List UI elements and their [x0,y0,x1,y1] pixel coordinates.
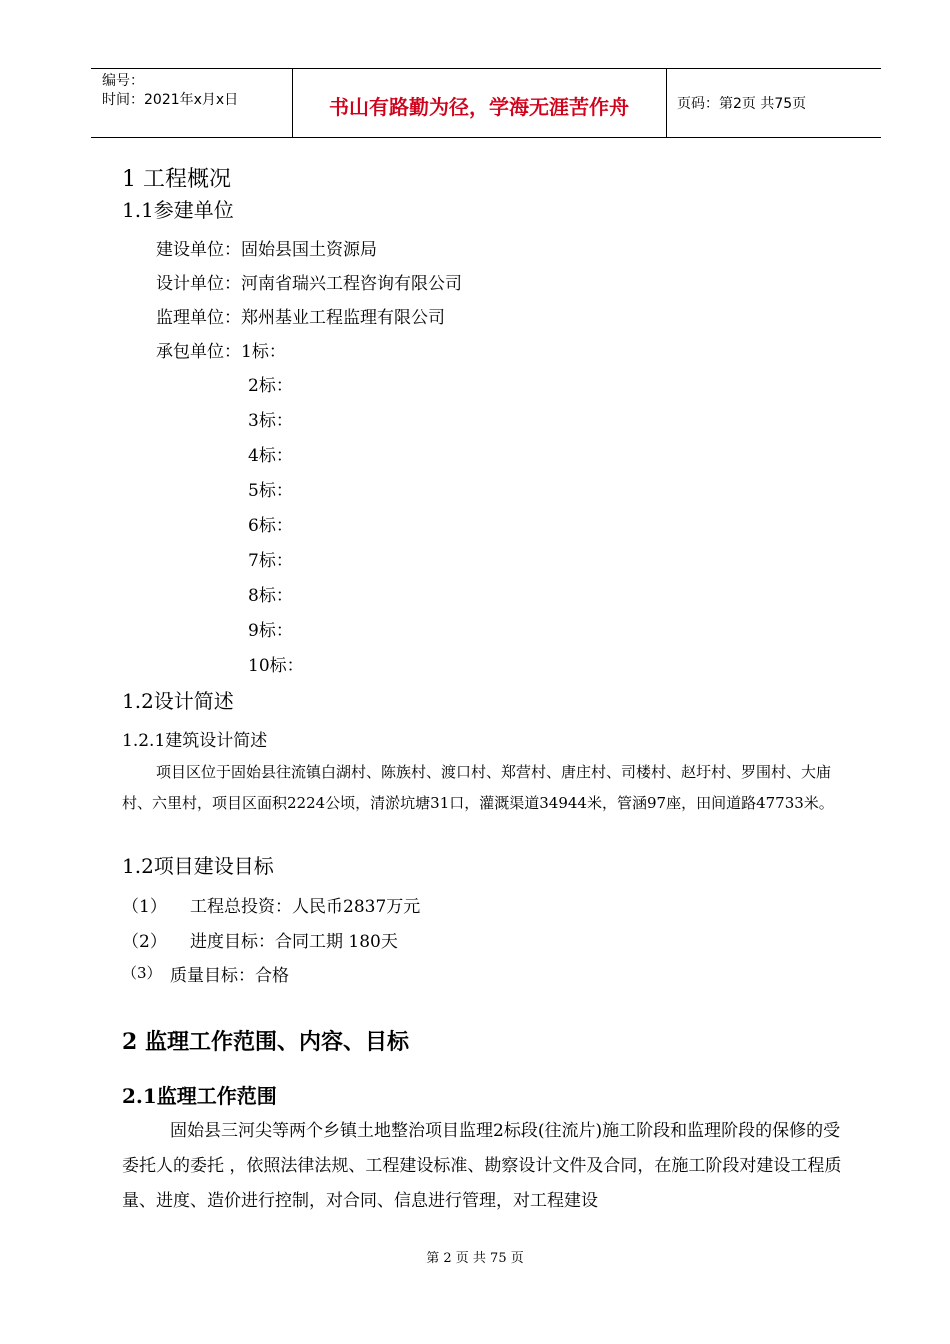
construction-unit: 建设单位：固始县国土资源局 [156,240,377,260]
bid-item: 5标： [248,481,293,501]
bid-item: 4标： [248,446,293,466]
header-motto-cell [292,69,667,137]
bid-item: 10标： [248,656,304,676]
header-page-number: 页码：第2页 共75页 [677,96,807,112]
section-2-1-title: 2.1监理工作范围 [122,1084,277,1108]
project-goals-title: 1.2项目建设目标 [122,854,274,878]
bid-item: 9标： [248,621,293,641]
document-time-label: 时间：2021年x月x日 [102,92,239,108]
goal-text: 工程总投资：人民币2837万元 [190,897,421,917]
bid-item: 8标： [248,586,293,606]
goal-number: （2） [122,932,167,952]
section-1-2-1-title: 1.2.1建筑设计简述 [122,731,268,751]
design-unit: 设计单位：河南省瑞兴工程咨询有限公司 [156,274,462,294]
page-footer: 第 2 页 共 75 页 [426,1251,524,1266]
header-motto: 书山有路勤为径，学海无涯苦作舟 [329,95,629,119]
section-1-2-title: 1.2设计简述 [122,689,234,713]
design-summary-paragraph: 项目区位于固始县往流镇白湖村、陈族村、渡口村、郑营村、唐庄村、司楼村、赵圩村、罗围村、大庙村、六里村，项目区面积2224公顷，清淤坑塘31口，灌溉渠道34944米，管涵97座，田间道路47733米。 [122,763,834,812]
contractor-unit: 承包单位：1标： [156,342,286,362]
section-1-title: 1 工程概况 [122,167,231,192]
goal-number: （3） [122,964,162,982]
page-header [91,68,881,138]
goal-text: 质量目标：合格 [170,966,289,986]
section-1-1-title: 1.1参建单位 [122,198,234,222]
bid-item: 6标： [248,516,293,536]
goal-number: （1） [122,897,167,917]
bid-item: 7标： [248,551,293,571]
header-meta-cell [91,69,293,137]
bid-item: 2标： [248,376,293,396]
document-number-label: 编号： [102,73,144,89]
bid-item: 3标： [248,411,293,431]
goal-text: 进度目标：合同工期 180天 [190,932,398,952]
scope-paragraph: 固始县三河尖等两个乡镇土地整治项目监理2标段(往流片)施工阶段和监理阶段的保修的受委托人的委托 ，依照法律法规、工程建设标准、勘察设计文件及合同，在施工阶段对建设工程质量、进度、造价进行控制，对合同、信息进行管理，对工程建设 [122,1121,842,1211]
header-page-cell [667,69,881,137]
section-2-title: 2 监理工作范围、内容、目标 [122,1029,409,1055]
supervision-unit: 监理单位：郑州基业工程监理有限公司 [156,308,445,328]
